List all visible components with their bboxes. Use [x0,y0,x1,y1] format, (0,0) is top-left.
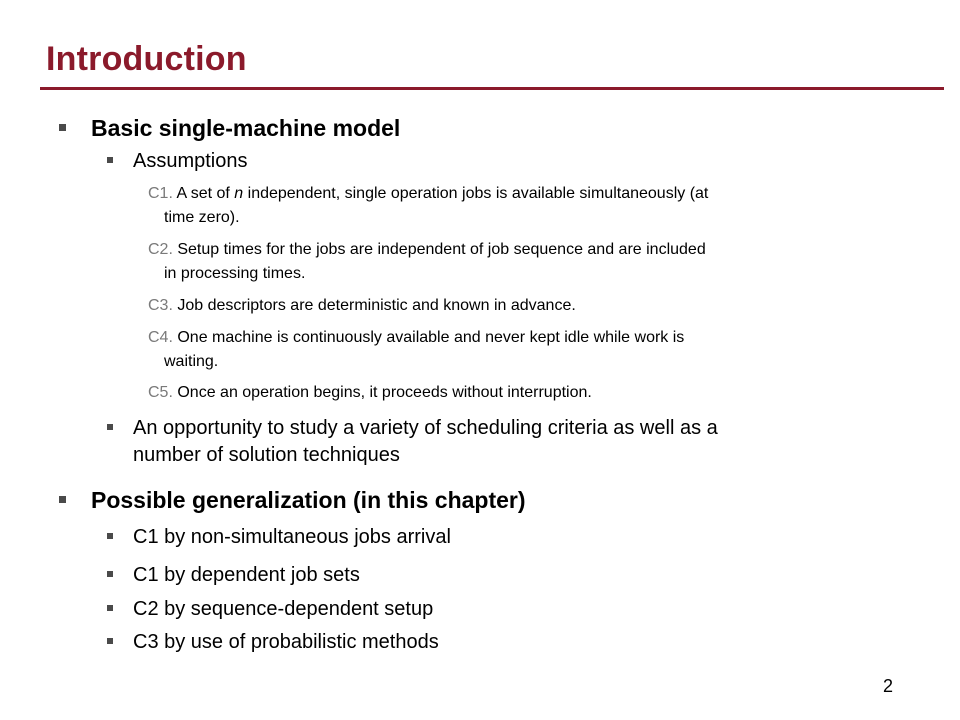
assumption-text: Setup times for the jobs are independent of job sequence and are included [172,241,706,258]
assumption-variable: n [234,185,244,202]
assumption-number: C4. [148,329,173,346]
generalization-item [133,524,451,551]
square-bullet-icon [107,571,113,577]
assumption-text: Job descriptors are deterministic and known in advance. [172,297,576,314]
title-underline [40,87,944,90]
assumption-text: A set of [172,185,235,202]
assumption-number: C3. [148,297,173,314]
assumption-number: C2. [148,241,173,258]
assumptions-item [133,148,248,175]
generalization-text: C1 by dependent job sets [133,564,360,586]
assumption-text: Once an operation begins, it proceeds without interruption. [172,384,592,401]
assumption-c4 [148,326,908,374]
section-basic-model [91,115,400,142]
page-number: 2 [883,676,894,696]
assumption-c2 [148,238,908,286]
section-heading: Basic single-machine model [91,115,401,141]
opportunity-item [133,415,923,469]
assumption-c5 [148,381,908,405]
square-bullet-icon [107,533,113,539]
section-heading: Possible generalization (in this chapter) [91,487,526,513]
assumption-number: C5. [148,384,173,401]
square-bullet-icon [107,605,113,611]
square-bullet-icon [107,157,113,163]
square-bullet-icon [107,638,113,644]
assumption-continuation: in processing times. [164,265,306,282]
generalization-text: C3 by use of probabilistic methods [133,631,439,653]
slide-title: Introduction [46,40,247,78]
generalization-item [133,596,433,623]
section-generalization [91,487,526,514]
generalization-text: C1 by non-simultaneous jobs arrival [133,526,451,548]
square-bullet-icon [59,496,66,503]
assumption-text: One machine is continuously available and never kept idle while work is [172,329,685,346]
square-bullet-icon [59,124,66,131]
assumption-continuation: waiting. [164,353,219,370]
opportunity-text-line2: number of solution techniques [133,444,400,466]
generalization-text: C2 by sequence-dependent setup [133,598,434,620]
generalization-item [133,562,360,589]
assumptions-label: Assumptions [133,150,248,172]
assumption-c1 [148,182,908,230]
generalization-item [133,629,439,656]
assumption-c3 [148,294,908,318]
assumption-number: C1. [148,185,173,202]
square-bullet-icon [107,424,113,430]
assumption-continuation: time zero). [164,209,240,226]
assumption-text: independent, single operation jobs is available simultaneously (at [243,185,709,202]
opportunity-text-line1: An opportunity to study a variety of scheduling criteria as well as a [133,417,718,439]
